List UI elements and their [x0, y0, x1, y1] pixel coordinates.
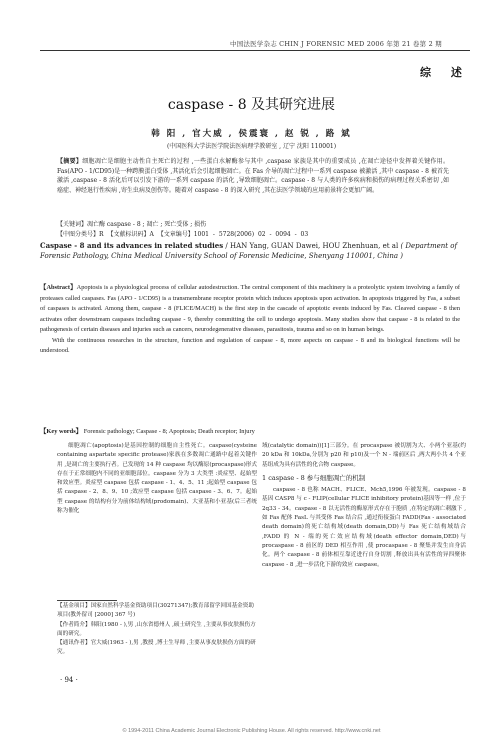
english-keywords-label: 【Key words】 [40, 428, 83, 435]
affiliation: (中国医科大学法医学院法医病理学教研室 , 辽宁 沈阳 110001) [166, 143, 337, 150]
english-title: Caspase - 8 and its advances in related studies [40, 241, 224, 250]
page-number: · 94 · [60, 676, 78, 684]
english-abstract-p2: With the continuous researches in the structure, function and regulation of caspase - 8, more aspects on caspase - 8 and its biological functions will be understood. [40, 336, 460, 354]
header-divider [40, 50, 470, 51]
footnote-author: 【作者简介】韩阳(1980 - ),男 ,山东省德州人 ,硕士研究生 ,主要从事皮肤损伤方面的研究。 [57, 621, 256, 637]
author-list: 韩 阳 , 官大威 , 侯震寰 , 赵 锐 , 路 斌 [151, 129, 352, 139]
abstract-text: 细胞凋亡是细胞主动性自主死亡的过程 ,一些蛋白水解酶参与其中 ,caspase 家族是其中的重要成员 ,在凋亡途径中发挥着关键作用。Fas(APO - 1/CD95)是一种跨膜蛋白受体 ,其活化后会引起细胞凋亡。在 Fas 介导的凋亡过程中一系列 caspase 被激活 ,其中 caspase - 8 被首先激活 ,caspase - 8 活化后可以引发下游的一系列 caspase 的活化 ,导致细胞凋亡。caspase - 8 与人类的许多疾病和损伤的病理过程关系密切 ,如癌症、神经退行性疾病 ,寄生虫病及创伤等。随着对 caspase - 8 的深入研究 ,其在法医学领域的应用前景将会更加广阔。 [57, 158, 449, 195]
keywords-text: 凋亡酶 caspase - 8 ; 凋亡 ; 死亡受体 ; 损伤 [87, 221, 207, 228]
english-abstract-text: Apoptosis is a physiological process of cellular autodestruction. The central component of this machinery is a proteolytic system involving a family of proteases called caspases. Fas (APO - 1/CD95) is a transmembrane receptor protein which induces apoptosis upon activation. In apoptosis triggered by Fas, a subset of caspases is activated. Among them, caspase - 8 (FLICE/MACH) is the first step in the cascade of apoptotic events induced by Fas. Cleaved caspase - 8 then activates other downstream caspases including caspase - 9, thereby committing the cell to undergo apoptosis. Many studies show that caspase - 8 is related to the pathogenesis of certain diseases and injuries such as cancers, neurodegenerative diseases, parasitosis, trauma and so on in human beings. [40, 284, 460, 333]
english-keywords [40, 426, 460, 435]
section-label: 综 述 [420, 66, 470, 79]
english-authors: / HAN Yang, GUAN Dawei, HOU Zhenhuan, et al [225, 242, 399, 250]
keywords-label: 【关键词】 [57, 221, 88, 228]
footnote-fund: 【基金项目】国家自然科学基金资助项目(30271347);教育部留学回国基金资助项目(教外留司 [2000] 367 号) [57, 603, 254, 619]
article-title: caspase - 8 及其研究进展 [167, 97, 336, 113]
english-keywords-text: Forensic pathology; Caspase - 8; Apoptosis; Death receptor; Injury [83, 428, 255, 435]
article-number: 【文章编号】1001 - 5728(2006) 02 - 0094 - 03 [157, 231, 309, 238]
section-heading: 1 caspase - 8 参与细胞凋亡的机制 [262, 473, 366, 482]
chinese-keywords [57, 220, 449, 230]
chinese-abstract [57, 157, 449, 196]
footnotes [57, 602, 257, 658]
english-abstract [40, 283, 460, 357]
footnote-corresponding: 【通讯作者】官大威(1963 - ),男 ,教授 ,博士生导师 ,主要从事皮肤损伤方面的研究。 [57, 640, 256, 656]
english-abstract-label: 【Abstract】 [40, 284, 77, 291]
body-paragraph: caspase - 8 也称 MACH、FLICE、Mch5,1996 年被发现。caspase - 8 基因 CASP8 与 c - FLIP(cellular FLICE inhibitory protein)基因等一样 ,位于 2q33 - 34。caspase - 8 以无活性的酶原形式存在于胞质 ,在特定的凋亡刺激下 ,如 Fas 配体 FasL 与其受体 Fas 结合后 ,通过衔接蛋白 FADD(Fas - associated death domain)的死亡结构域(death domain,DD)与 Fas 死亡结构域结合 ,FADD 的 N - 端的死亡效应结构域(death effector domain,DED)与 procaspase - 8 前区的 DED 相互作用 ,使 procaspase - 8 聚集并发生自身活化。两个 caspase - 8 前体相互靠近进行自身切割 ,释放出具有活性的异四聚体 caspase - 8 ,进一步活化下游的效应 caspase。 [262, 487, 466, 568]
english-affiliation: ( Department of Forensic Pathology, China Medical University School of Forensic Medicine, Shenyang 110001, China ) [40, 242, 458, 260]
abstract-label: 【摘要】 [57, 158, 83, 165]
document-code: 【文献标识码】A [107, 231, 154, 238]
body-column-right [262, 442, 466, 570]
classification-meta [57, 230, 308, 240]
copyright-footer: © 1994-2011 China Academic Journal Electronic Publishing House. All rights reserved. http://www.cnki.net [122, 728, 381, 734]
english-abstract-p1 [40, 283, 460, 336]
english-title-block [40, 241, 460, 261]
clc-number: 【中图分类号】R [57, 231, 104, 238]
body-paragraph: 域(catalytic domain))[1]三部分。在 procaspase 被切割为大、小两个亚基(约 20 kDa 和 10kDa,分别为 p20 和 p10)及一个 N - 端前区后 ,两大两小共 4 个亚基组成为具有活性的化合物 caspase。 [262, 443, 466, 468]
body-column-left [57, 442, 257, 516]
journal-header: 中国法医学杂志 CHIN J FORENSIC MED 2006 年第 21 卷第 2 期 [230, 40, 442, 48]
body-paragraph: 细胞凋亡(apoptosis)是基因控制的细胞自主性死亡。caspase(cysteine containing aspartate specific protease)家族在多数凋亡通路中起着关键作用 ,是凋亡的主要执行者。已发现的 14 种 caspase 均以酶原(procaspase)形式存在于正常细胞内不同的亚细胞部位。caspase 分为 3 大类型 :炎症型、起始型和效应型。炎症型 caspase 包括 caspase - 1、4、5、11 ;起始型 caspase 包括 caspase - 2、8、9、10 ;效应型 caspase 包括 caspase - 3、6、7。起始型 caspase 的结构有分为前体结构域(prodomain)、大亚基和小亚基(后三者统称为催化 [57, 443, 257, 515]
footnote-divider [57, 600, 117, 601]
